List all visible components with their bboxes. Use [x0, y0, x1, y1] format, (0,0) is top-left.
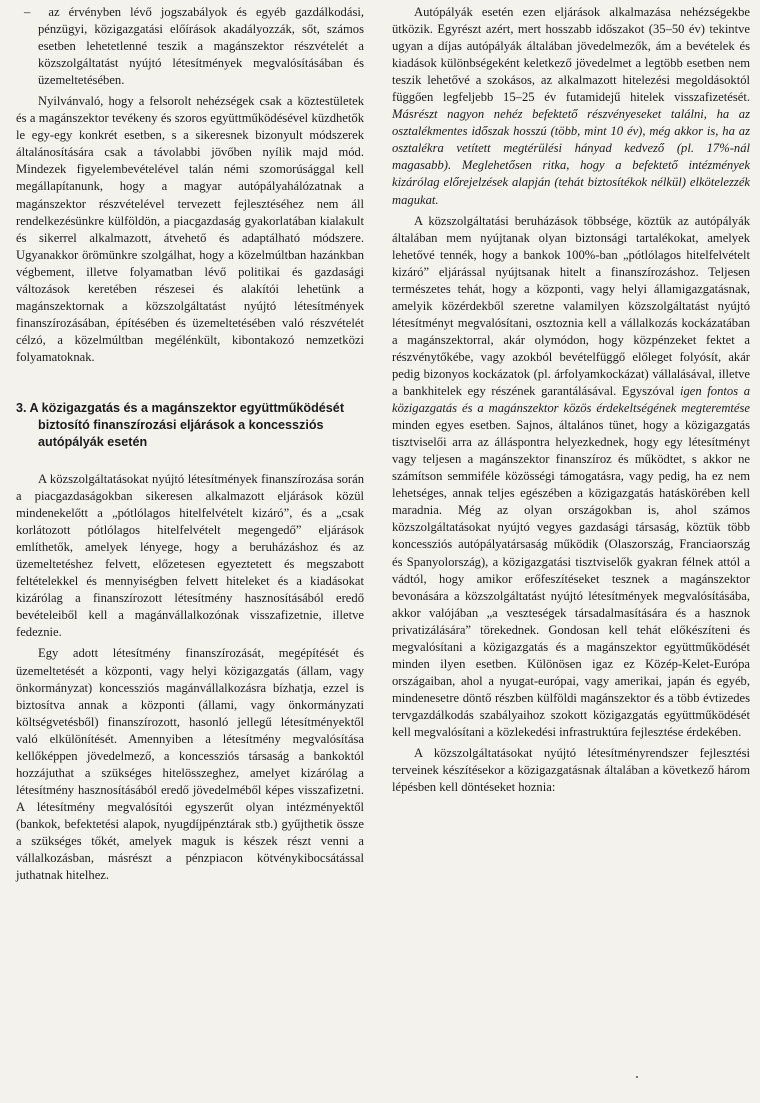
paragraph-5 — [392, 213, 750, 741]
paragraph-6: A közszolgáltatásokat nyújtó létesítményrendszer fejlesztési terveinek készítésekor a közigazgatásnak általában a következő három lépésben kell döntéseket hoznia: — [392, 746, 750, 795]
section-heading: 3. A közigazgatás és a magánszektor együttműködését biztosító finanszírozási eljárások a koncessziós autópályák esetén — [16, 400, 345, 449]
paragraph-1: Nyilvánvaló, hogy a felsorolt nehézségek csak a köztestületek és a magánszektor tevékeny és szoros együttműködésével küzdhetők le egy-egy konkrét esetben, s a sikeresnek bizonyult módszerek általánosítására csak a távolabbi jövőben nyílik majd mód. Mindezek figyelembevételével talán némi szomorúsággal kell megállapítanunk, hogy a magyar autópályahálózatnak a magánszektor részvételével tervezett fejlesztéséhez nem áll rendelkezésünkre külföldön, a piacgazdaság gyakorlatában kialakult és sikerrel alkalmazott, átvehető és adaptálható módszere. Ugyanakkor örömünkre szolgálhat, hogy a közelmúltban hazánkban végbement, illetve folyamatban lévő politikai és gazdasági változások keretében részesei és alakítói lehetünk a magánszektornak a közszolgáltatást nyújtó létesítmények finanszírozásában, építésében és üzemeltetésében való részvételét célzó, a közelmúltban megélénkült, kibontakozó nemzetközi folyamatoknak. — [16, 94, 364, 364]
paragraph-5-text-end: minden egyes esetben. Sajnos, általános tünet, hogy a közigazgatás tisztviselői arra az álláspontra helyezkednek, hogy egy létesítményt vagy teljesen a magánszektor finanszíroz és működtet, s akkor ne számítson semmiféle közösségi támogatásra, vagy pedig, ha ez nem lehetséges, annak teljes egészében a közigazgatás hatáskörében kell maradnia. Még az olyan országokban is, ahol számos közszolgáltatásokat nyújtó vegyes gazdasági társaság, köztük több koncessziós autópályatársaság működik (Olaszország, Franciaország és Spanyolország), a közigazgatási tisztviselők gyakran félnek attól a vádtól, hogy amikor erőfeszítéseket tesznek a magánszektor bevonására a közszolgáltatást nyújtó létesítmények megvalósításába, akkor valójában „a veszteségek társadalmasítására és a hasznok privatizálására” törekednek. Gondosan kell tehát előkészíteni és megvalósítani a közigazgatás és a magánszektor együttműködését minden ilyen esetben. Különösen igaz ez Közép-Kelet-Európa országaiban, ahol a nyugat-európai, vagy amerikai, japán és egyéb, mindenesetre döntő részben külföldi magánszektor és a több évtizedes tervgazdálkodás szabályaihoz szokott közigazgatás együttműködését kell megvalósítani a közlekedési infrastruktúra fejlesztése érdekében. — [392, 418, 750, 739]
right-column — [392, 4, 750, 796]
paragraph-4-text: Autópályák esetén ezen eljárások alkalmazása nehézségekbe ütközik. Egyrészt azért, mert hosszabb időszakot (35–50 év) tekintve ugyan a díjas autópályák általában jövedelmezők, ám a bevételek és kiadások különbségeként keletkező jövedelmet a legtöbb esetben nem teszik lehetővé a szokásos, az alkalmazott hitelezési megoldásoktól függően legfeljebb 15–25 év futamidejű hitelek visszafizetését. — [392, 5, 750, 105]
stray-mark — [636, 1076, 638, 1078]
left-column — [16, 4, 364, 884]
paragraph-5-text: A közszolgáltatási beruházások többsége, köztük az autópályák általában mem nyújtanak olyan biztonsági tartalékokat, amelyek lehetővé tennék, hogy a bankok 100%-ban „pótlólagos hitelfelvételt kizáró” eljárással nyújtsanak hitelt a finanszírozáshoz. Teljesen természetes tehát, hogy a központi, vagy helyi államigazgatásnak, amelyik közérdekből szeretne valamilyen közszolgáltatást nyújtó létesítményt megvalósítani, osztoznia kell a vállalkozás kockázatában a magánszektorral, akár olymódon, hogy közpénzeket fektet a részvénytőkébe, vagy azokból bevételfüggő előleget folyósít, akár pedig bizonyos kockázatok (pl. árfolyamkockázat) vállalásával, illetve a bankhitelek egy részének garantálásával. Egyszóval — [392, 213, 750, 399]
list-item: – az érvényben lévő jogszabályok és egyéb gazdálkodási, pénzügyi, közigazgatási előírások akadályozzák, sőt, számos esetben lehetetlenné teszik a magánszektor részvételét a közszolgáltatást nyújtó létesítmények megvalósításában és üzemeltetésében. — [24, 5, 364, 88]
paragraph-4-italic: Másrészt nagyon nehéz befektető részvényeseket találni, ha az osztalékmentes időszak hosszú (több, mint 10 év), még akkor is, ha az osztalékra vetített megtérülési hányad kedvező (pl. 17%-nál magasabb). Meglehetősen ritka, hogy a befektető intézmények kizárólag előrejelzések alapján (tehát biztosítékok nélkül) elkötelezzék magukat. — [392, 107, 750, 207]
paragraph-2: A közszolgáltatásokat nyújtó létesítmények finanszírozása során a piacgazdaságokban sikeresen alkalmazott eljárások közül mindenekelőtt a „pótlólagos hitelfelvételt kizáró”, és a „csak korlátozott pótlólagos hitelfelvételt megengedő” eljárások említhetők, amelyek lényege, hogy a beruházáshoz és az üzemeltetéshez felvett, előzetesen egyeztetett és megszabott feltételekkel és mennyiségben felvett hiteleket és a kiadásokat kizárólag a finanszírozott létesítmény hasznosításából eredő bevételeiből kell a magánvállalkozónak visszafizetnie, illetve fedeznie. — [16, 471, 364, 640]
paragraph-3: Egy adott létesítmény finanszírozását, megépítését és üzemeltetését a központi, vagy helyi közigazgatás (állam, vagy önkormányzat) koncessziós magánvállalkozásra bízhatja, ezzel is biztosítva annak a központi (állami, vagy önkormányzati költségvetésből) finanszírozott, hasonló jellegű létesítményektől való elkülönítését. Amennyiben a létesítmény megvalósítása kellőképpen jövedelmező, a koncessziós társaság a bankoktól hozzájuthat a szükséges hitelösszeghez, amelyet kizárólag a létesítmény hasznosításából eredő jövedelméből képes visszafizetni. A létesítmény megvalósítói egyszerűt olyan intézményektől (bankok, befektetési alapok, nyugdíjpénztárak stb.) gyűjthetik össze a szükséges tőkét, amelyek maguk is készek részt venni a vállalkozásban, másrészt a pénzpiacon kötvénykibocsátással juthatnak hitelhez. — [16, 646, 364, 883]
paragraph-5-italic: igen fontos a közigazgatás és a magánszektor közös érdekeltségének megteremtése — [392, 384, 750, 416]
list-item-text: az érvényben lévő jogszabályok és egyéb gazdálkodási, pénzügyi, közigazgatási előírások akadályozzák, sőt, számos esetben lehetetlenné teszik a magánszektor részvételét a közszolgáltatást nyújtó létesítmények megvalósításában és üzemeltetésében. — [38, 5, 364, 88]
paragraph-4 — [392, 4, 750, 209]
